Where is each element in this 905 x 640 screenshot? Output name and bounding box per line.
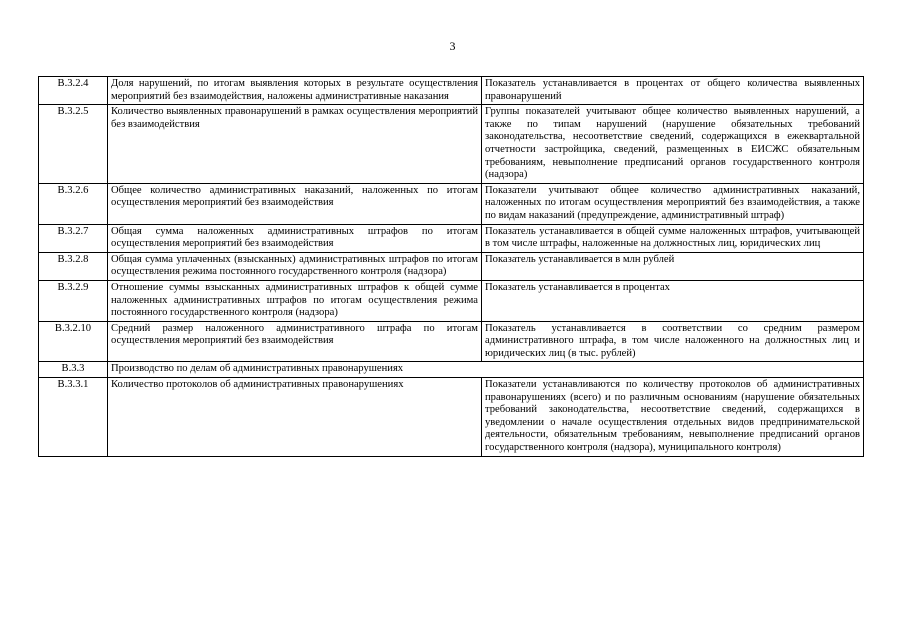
table-row: [39, 77, 864, 105]
section-code: В.3.3: [39, 362, 108, 378]
indicator-code: В.3.2.4: [39, 77, 108, 105]
indicator-code: В.3.2.8: [39, 252, 108, 280]
indicator-description: Показатель устанавливается в млн рублей: [482, 252, 864, 280]
indicator-code: В.3.2.5: [39, 105, 108, 184]
table-row: [39, 280, 864, 321]
indicator-description: Показатель устанавливается в процентах от общего количества выявленных правонарушений: [482, 77, 864, 105]
indicator-description: Показатели учитывают общее количество административных наказаний, наложенных по итогам осуществления мероприятий без взаимодействия, а также по видам наказаний (предупреждение, административный штраф): [482, 183, 864, 224]
section-title: Производство по делам об административных правонарушениях: [108, 362, 864, 378]
indicator-code: В.3.2.9: [39, 280, 108, 321]
table-row: [39, 321, 864, 362]
indicator-name: Средний размер наложенного административного штрафа по итогам осуществления мероприятий без взаимодействия: [108, 321, 482, 362]
indicator-name: Общая сумма уплаченных (взысканных) административных штрафов по итогам осуществления режима постоянного государственного контроля (надзора): [108, 252, 482, 280]
indicator-description: Группы показателей учитывают общее количество выявленных нарушений, а также по типам нарушений (нарушение обязательных требований законодательства, несоответствие сведений, содержащихся в ежеквартальной отчетности застройщика, сведений, размещенных в ЕИСЖС обязательным требованиям, невыполнение предписаний органов государственного контроля (надзора): [482, 105, 864, 184]
table-row: [39, 378, 864, 457]
indicator-code: В.3.3.1: [39, 378, 108, 457]
indicator-name: Общая сумма наложенных административных штрафов по итогам осуществления мероприятий без взаимодействия: [108, 224, 482, 252]
table-row: [39, 224, 864, 252]
indicator-description: Показатели устанавливаются по количеству протоколов об административных правонарушениях (всего) и по различным основаниям (нарушение обязательных требований законодательства, несоответствие сведений, содержащихся в уведомлении о начале осуществления отдельных видов предпринимательской деятельности, обязательным требованиям, невыполнение предписаний органов государственного контроля (надзора), муниципального контроля): [482, 378, 864, 457]
indicator-name: Количество протоколов об административных правонарушениях: [108, 378, 482, 457]
indicator-name: Общее количество административных наказаний, наложенных по итогам осуществления мероприятий без взаимодействия: [108, 183, 482, 224]
indicator-description: Показатель устанавливается в общей сумме наложенных штрафов, учитывающей в том числе штрафы, наложенные на должностных лиц, юридических лиц: [482, 224, 864, 252]
table-row: [39, 252, 864, 280]
indicator-name: Отношение суммы взысканных административных штрафов к общей сумме наложенных административных штрафов по итогам осуществления режима постоянного государственного контроля (надзора): [108, 280, 482, 321]
indicator-code: В.3.2.10: [39, 321, 108, 362]
section-row: [39, 362, 864, 378]
indicator-description: Показатель устанавливается в соответствии со средним размером административного штрафа, в том числе наложенного на должностных лиц и юридических лиц (в тыс. рублей): [482, 321, 864, 362]
indicator-name: Доля нарушений, по итогам выявления которых в результате осуществления мероприятий без взаимодействия, наложены административные наказания: [108, 77, 482, 105]
table-row: [39, 105, 864, 184]
indicators-table: [38, 76, 864, 457]
table-row: [39, 183, 864, 224]
indicator-code: В.3.2.7: [39, 224, 108, 252]
indicator-code: В.3.2.6: [39, 183, 108, 224]
page-number: 3: [449, 39, 456, 53]
indicator-description: Показатель устанавливается в процентах: [482, 280, 864, 321]
indicator-name: Количество выявленных правонарушений в рамках осуществления мероприятий без взаимодействия: [108, 105, 482, 184]
indicators-table-body: [39, 77, 864, 457]
